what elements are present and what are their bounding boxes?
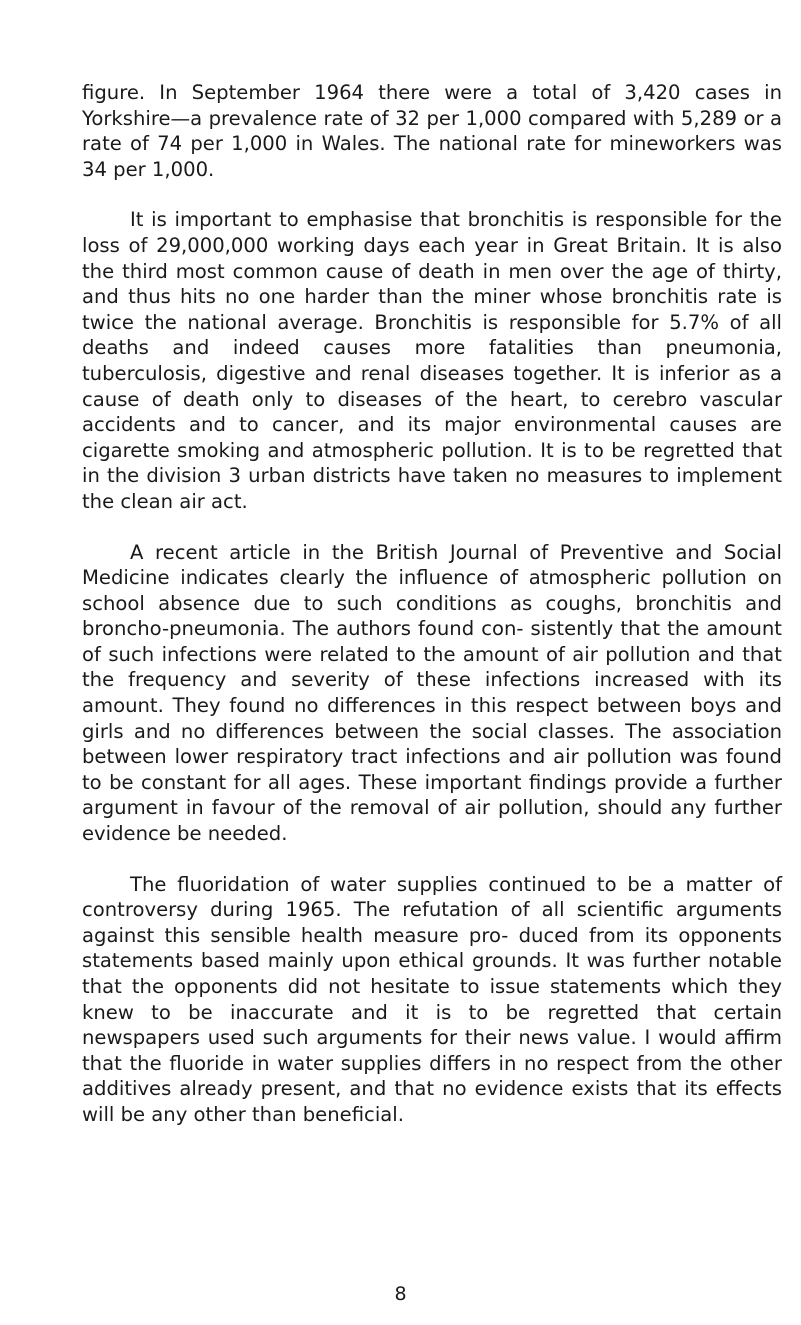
paragraph-bronchitis: It is important to emphasise that bronchitis is responsible for the loss of 29,000,000 working days each year in Great Britain. It is also the third most common cause of death in men over the age of thirty, and thus hits no one harder than the miner whose bronchitis rate is twice the national average. Bronchitis is responsible for 5.7% of all deaths and indeed causes more fatalities than pneumonia, tuberculosis, digestive and renal diseases together. It is inferior as a cause of death only to diseases of the heart, to cerebro vascular accidents and to cancer, and its major environmental causes are cigarette smoking and atmospheric pollution. It is to be regretted that in the division 3 urban districts have taken no measures to implement the clean air act.: [82, 208, 782, 513]
paragraph-air-pollution-article: A recent article in the British Journal of Preventive and Social Medicine indicates clearly the influence of atmospheric pollution on school absence due to such conditions as coughs, bronchitis and broncho-pneumonia. The authors found con- sistently that the amount of such infections were related to the amount of air pollution and that the frequency and severity of these infections increased with its amount. They found no differences in this respect between boys and girls and no differences between the social classes. The association between lower respiratory tract infections and air pollution was found to be constant for all ages. These important findings provide a further argument in favour of the removal of air pollution, should any further evidence be needed.: [82, 540, 782, 846]
paragraph-fluoridation: The fluoridation of water supplies continued to be a matter of controversy during 1965. The refutation of all scientific arguments against this sensible health measure pro- duced from its opponents statements based mainly upon ethical grounds. It was further notable that the opponents did not hesitate to issue statements which they knew to be inaccurate and it is to be regretted that certain newspapers used such arguments for their news value. I would affirm that the fluoride in water supplies differs in no respect from the other additives already present, and that no evidence exists that its effects will be any other than beneficial.: [82, 872, 782, 1126]
paragraph-continuation: figure. In September 1964 there were a total of 3,420 cases in Yorkshire—a prevalence rate of 32 per 1,000 compared with 5,289 or a rate of 74 per 1,000 in Wales. The national rate for mineworkers was 34 per 1,000.: [82, 81, 782, 181]
document-body: [82, 80, 782, 1128]
page-number: 8: [394, 1283, 407, 1305]
